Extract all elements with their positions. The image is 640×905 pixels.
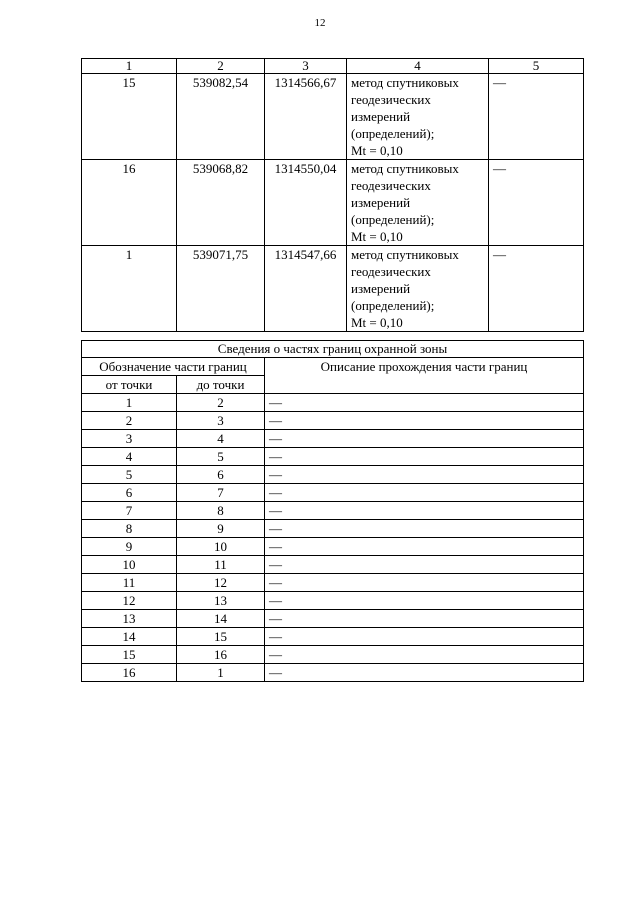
part-description: — [265,520,584,538]
method-description [347,160,489,246]
from-point: 5 [82,466,177,484]
table-row [82,246,584,332]
part-description: — [265,448,584,466]
point-note: — [489,160,584,246]
point-note: — [489,246,584,332]
coordinate-x: 539082,54 [177,74,265,160]
part-description: — [265,430,584,448]
table-row [82,538,584,556]
column-number: 1 [82,59,177,74]
point-number: 15 [82,74,177,160]
from-point: 3 [82,430,177,448]
part-description: — [265,610,584,628]
method-line: (определений); [351,126,435,141]
part-description: — [265,556,584,574]
coordinates-header-row [82,59,584,74]
part-description: — [265,628,584,646]
from-point: 4 [82,448,177,466]
to-point: 1 [177,664,265,682]
column-number: 3 [265,59,347,74]
table-row [82,484,584,502]
method-line: геодезических [351,178,431,193]
coordinate-y: 1314566,67 [265,74,347,160]
to-point: 4 [177,430,265,448]
parts-table-title: Сведения о частях границ охранной зоны [82,341,584,358]
table-row [82,430,584,448]
table-row [82,574,584,592]
method-line: Mt = 0,10 [351,229,403,244]
to-point: 2 [177,394,265,412]
coordinates-table [81,58,584,332]
table-row [82,448,584,466]
method-line: Mt = 0,10 [351,315,403,330]
coordinate-x: 539068,82 [177,160,265,246]
to-point: 9 [177,520,265,538]
method-line: измерений [351,109,411,124]
from-point: 2 [82,412,177,430]
parts-header-row [82,358,584,376]
table-row [82,394,584,412]
part-description: — [265,502,584,520]
method-line: измерений [351,195,411,210]
to-point: 7 [177,484,265,502]
designation-header: Обозначение части границ [82,358,265,376]
table-row [82,74,584,160]
method-line: метод спутниковых [351,247,459,262]
part-description: — [265,664,584,682]
table-row [82,160,584,246]
method-line: метод спутниковых [351,161,459,176]
description-header: Описание прохождения части границ [265,358,584,394]
to-point: 10 [177,538,265,556]
from-point: 16 [82,664,177,682]
coordinate-x: 539071,75 [177,246,265,332]
to-point: 5 [177,448,265,466]
to-point-header: до точки [177,376,265,394]
to-point: 6 [177,466,265,484]
to-point: 16 [177,646,265,664]
method-line: (определений); [351,298,435,313]
part-description: — [265,574,584,592]
from-point: 6 [82,484,177,502]
table-row [82,610,584,628]
method-line: измерений [351,281,411,296]
part-description: — [265,394,584,412]
part-description: — [265,484,584,502]
to-point: 11 [177,556,265,574]
table-row [82,412,584,430]
from-point: 10 [82,556,177,574]
from-point: 14 [82,628,177,646]
from-point: 9 [82,538,177,556]
table-row [82,628,584,646]
column-number: 5 [489,59,584,74]
from-point: 11 [82,574,177,592]
method-line: (определений); [351,212,435,227]
method-line: геодезических [351,264,431,279]
coordinate-y: 1314550,04 [265,160,347,246]
from-point: 8 [82,520,177,538]
part-description: — [265,412,584,430]
table-row [82,556,584,574]
method-line: геодезических [351,92,431,107]
part-description: — [265,592,584,610]
method-line: Mt = 0,10 [351,143,403,158]
table-row [82,466,584,484]
from-point: 12 [82,592,177,610]
page-number: 12 [314,17,326,29]
part-description: — [265,466,584,484]
from-point: 1 [82,394,177,412]
to-point: 12 [177,574,265,592]
from-point: 7 [82,502,177,520]
from-point: 13 [82,610,177,628]
to-point: 14 [177,610,265,628]
table-row [82,502,584,520]
boundary-parts-table [81,340,584,682]
to-point: 13 [177,592,265,610]
table-row [82,646,584,664]
column-number: 2 [177,59,265,74]
method-line: метод спутниковых [351,75,459,90]
part-description: — [265,538,584,556]
column-number: 4 [347,59,489,74]
to-point: 8 [177,502,265,520]
to-point: 3 [177,412,265,430]
part-description: — [265,646,584,664]
method-description [347,74,489,160]
point-number: 1 [82,246,177,332]
table-row [82,664,584,682]
from-point-header: от точки [82,376,177,394]
from-point: 15 [82,646,177,664]
parts-title-row [82,341,584,358]
table-row [82,520,584,538]
point-number: 16 [82,160,177,246]
table-row [82,592,584,610]
to-point: 15 [177,628,265,646]
point-note: — [489,74,584,160]
method-description [347,246,489,332]
coordinate-y: 1314547,66 [265,246,347,332]
